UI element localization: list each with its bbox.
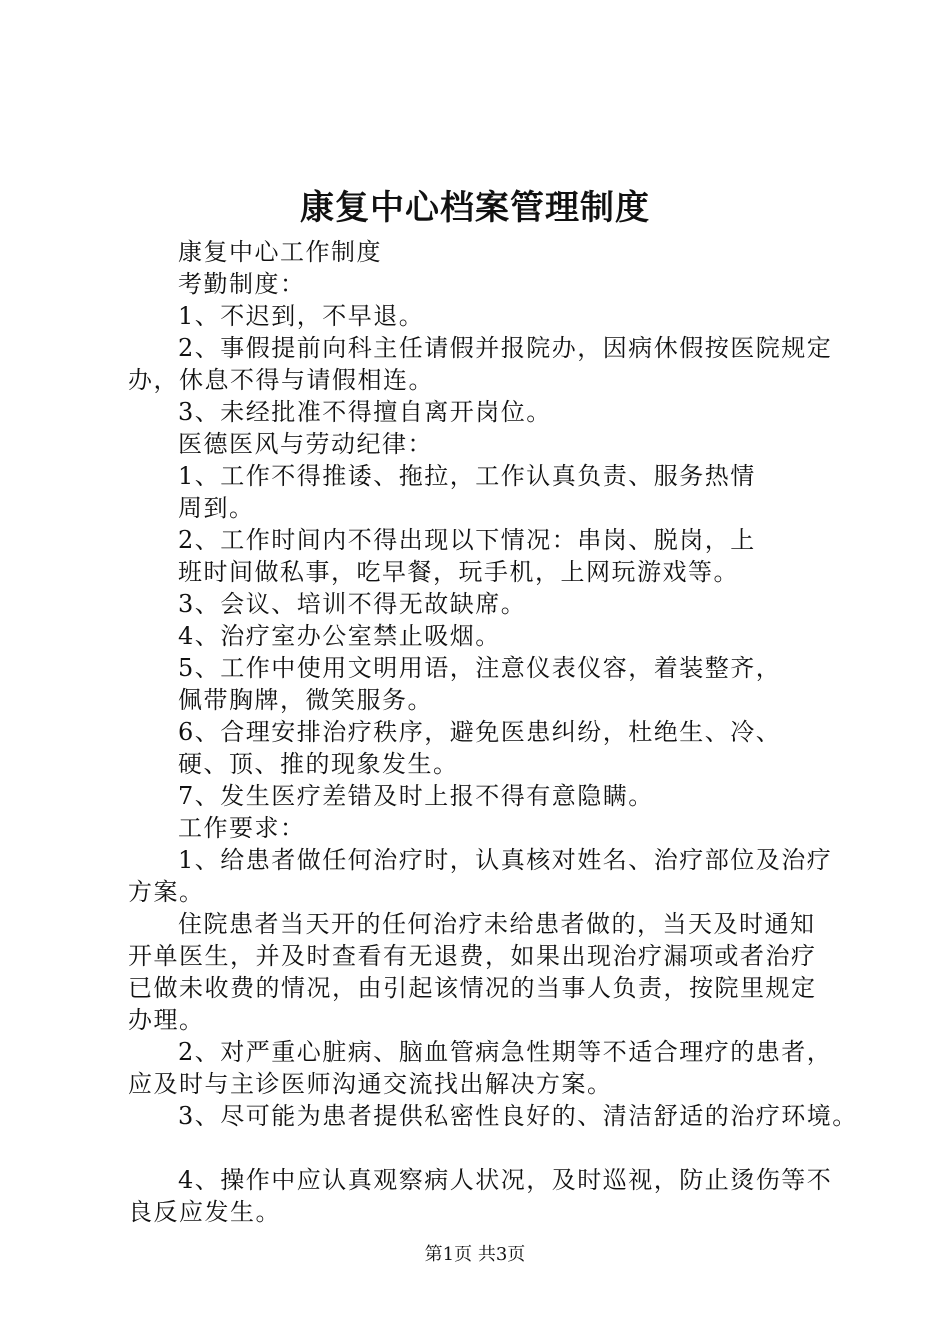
- section-heading-ethics: 医德医风与劳动纪律：: [178, 430, 433, 458]
- paragraph-line: 2、工作时间内不得出现以下情况：串岗、脱岗，上: [178, 526, 756, 554]
- paragraph-line: 1、给患者做任何治疗时，认真核对姓名、治疗部位及治疗: [178, 846, 833, 874]
- paragraph-line: 3、尽可能为患者提供私密性良好的、清洁舒适的治疗环境。: [178, 1102, 858, 1130]
- paragraph-line: 1、不迟到，不早退。: [178, 302, 425, 330]
- paragraph-line: 4、操作中应认真观察病人状况，及时巡视，防止烫伤等不: [178, 1166, 833, 1194]
- paragraph-line: 良反应发生。: [128, 1198, 281, 1226]
- paragraph-line: 方案。: [128, 878, 205, 906]
- section-heading-requirements: 工作要求：: [178, 814, 306, 842]
- page-number-footer: 第1页 共3页: [424, 1244, 526, 1265]
- paragraph-line: 周到。: [178, 494, 255, 522]
- paragraph-line: 硬、顶、推的现象发生。: [178, 750, 459, 778]
- paragraph-line: 办，休息不得与请假相连。: [128, 366, 434, 394]
- document-body: [128, 236, 858, 1228]
- paragraph-line: 7、发生医疗差错及时上报不得有意隐瞒。: [178, 782, 654, 810]
- paragraph-line: 应及时与主诊医师沟通交流找出解决方案。: [128, 1070, 613, 1098]
- paragraph-line: 3、未经批准不得擅自离开岗位。: [178, 398, 552, 426]
- blank-line: [128, 1132, 848, 1164]
- paragraph-line: 5、工作中使用文明用语，注意仪表仪容，着装整齐，: [178, 654, 782, 682]
- paragraph-line: 佩带胸牌，微笑服务。: [178, 686, 433, 714]
- paragraph-line: 3、会议、培训不得无故缺席。: [178, 590, 527, 618]
- paragraph-line: 6、合理安排治疗秩序，避免医患纠纷，杜绝生、冷、: [178, 718, 782, 746]
- section-heading-work-rules: 康复中心工作制度: [178, 238, 382, 266]
- paragraph-line: 开单医生，并及时查看有无退费，如果出现治疗漏项或者治疗: [128, 942, 817, 970]
- paragraph-line: 已做未收费的情况，由引起该情况的当事人负责，按院里规定: [128, 974, 817, 1002]
- section-heading-attendance: 考勤制度：: [178, 270, 306, 298]
- paragraph-line: 4、治疗室办公室禁止吸烟。: [178, 622, 501, 650]
- paragraph-line: 住院患者当天开的任何治疗未给患者做的，当天及时通知: [178, 910, 816, 938]
- paragraph-line: 1、工作不得推诿、拖拉，工作认真负责、服务热情: [178, 462, 756, 490]
- paragraph-line: 2、事假提前向科主任请假并报院办，因病休假按医院规定: [178, 334, 833, 362]
- paragraph-line: 办理。: [128, 1006, 205, 1034]
- document-title: 康复中心档案管理制度: [300, 188, 650, 228]
- paragraph-line: 班时间做私事，吃早餐，玩手机，上网玩游戏等。: [178, 558, 739, 586]
- paragraph-line: 2、对严重心脏病、脑血管病急性期等不适合理疗的患者，: [178, 1038, 833, 1066]
